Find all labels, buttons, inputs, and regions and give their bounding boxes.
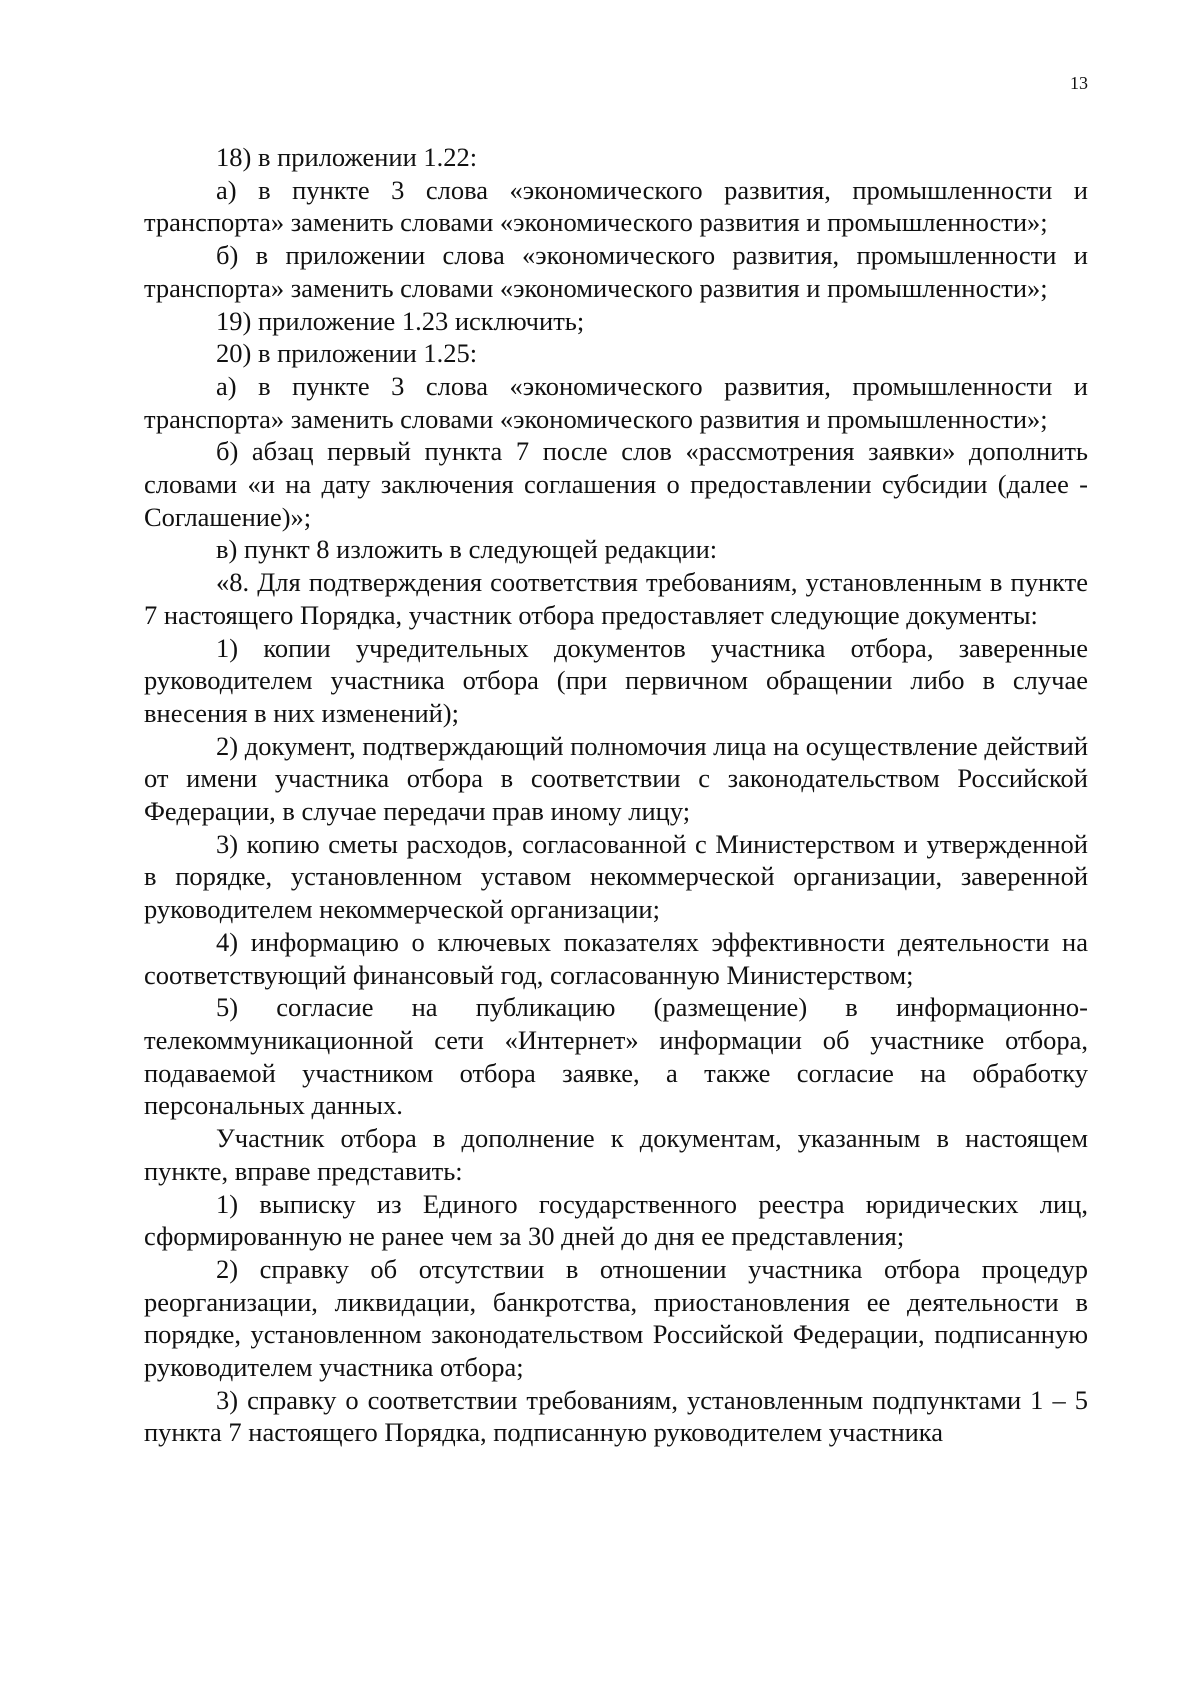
paragraph: 3) копию сметы расходов, согласованной с Министерством и утвержденной в порядке, установленном уставом некоммерческой организации, заверенной руководителем некоммерческой организации; xyxy=(144,828,1088,925)
paragraph: 1) копии учредительных документов участника отбора, заверенные руководителем участника отбора (при первичном обращении либо в случае внесения в них изменений); xyxy=(144,632,1088,728)
paragraph: б) в приложении слова «экономического развития, промышленности и транспорта» заменить словами «экономического развития и промышленности»; xyxy=(144,240,1088,303)
page-number: 13 xyxy=(1070,73,1088,93)
paragraph: 20) в приложении 1.25: xyxy=(216,338,478,369)
paragraph: Участник отбора в дополнение к документам, указанным в настоящем пункте, вправе представить: xyxy=(144,1123,1088,1186)
paragraph: 1) выписку из Единого государственного реестра юридических лиц, сформированную не ранее чем за 30 дней до дня ее представления; xyxy=(144,1188,1088,1252)
paragraph: б) абзац первый пункта 7 после слов «рассмотрения заявки» дополнить словами «и на дату заключения соглашения о предоставлении субсидии (далее - Соглашение)»; xyxy=(144,436,1088,532)
paragraph: а) в пункте 3 слова «экономического развития, промышленности и транспорта» заменить словами «экономического развития и промышленности»; xyxy=(144,370,1088,434)
paragraph: 18) в приложении 1.22: xyxy=(216,142,478,172)
paragraph: 4) информацию о ключевых показателях эффективности деятельности на соответствующий финансовый год, согласованную Министерством; xyxy=(144,926,1088,990)
paragraph: а) в пункте 3 слова «экономического развития, промышленности и транспорта» заменить словами «экономического развития и промышленности»; xyxy=(144,174,1088,238)
paragraph: 19) приложение 1.23 исключить; xyxy=(216,305,585,336)
paragraph: 2) документ, подтверждающий полномочия лица на осуществление действий от имени участника отбора в соответствии с законодательством Российской Федерации, в случае передачи прав иному лицу; xyxy=(144,730,1088,827)
paragraph: 2) справку об отсутствии в отношении участника отбора процедур реорганизации, ликвидации, банкротства, приостановления ее деятельности в порядке, установленном законодательством Российской Федерации, подписанную руководителем участника отбора; xyxy=(144,1253,1088,1383)
paragraph: в) пункт 8 изложить в следующей редакции: xyxy=(216,534,718,565)
document-body xyxy=(144,141,1088,1449)
paragraph: «8. Для подтверждения соответствия требованиям, установленным в пункте 7 настоящего Порядка, участник отбора предоставляет следующие документы: xyxy=(144,567,1088,630)
paragraph: 3) справку о соответствии требованиям, установленным подпунктами 1 – 5 пункта 7 настоящего Порядка, подписанную руководителем участника xyxy=(144,1384,1088,1448)
paragraph: 5) согласие на публикацию (размещение) в информационно-телекоммуникационной сети «Интернет» информации об участнике отбора, подаваемой участником отбора заявке, а также согласие на обработку персональных данных. xyxy=(144,992,1088,1121)
